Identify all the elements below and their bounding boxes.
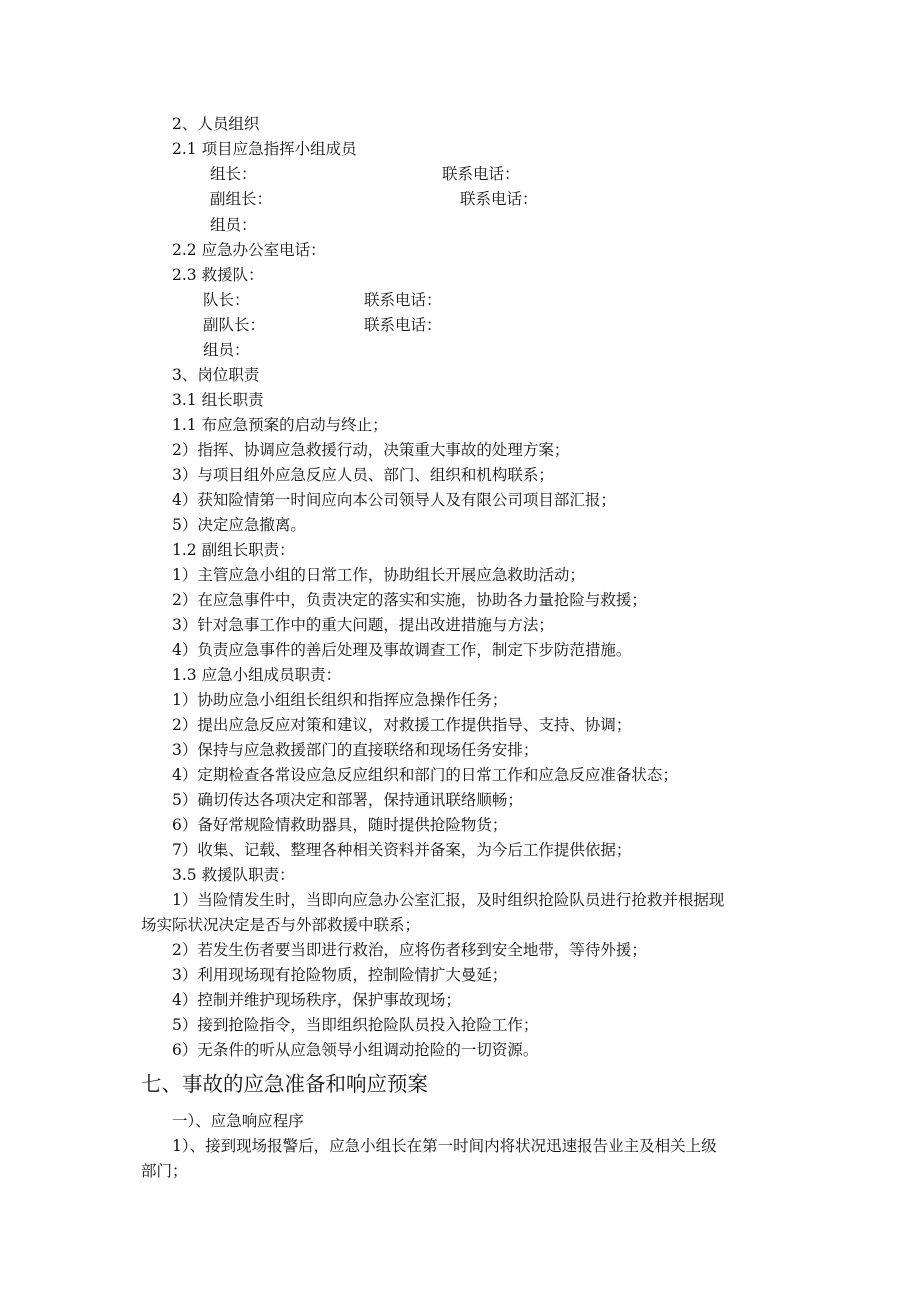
list-item: 6）无条件的听从应急领导小组调动抢险的一切资源。 bbox=[172, 1041, 539, 1059]
list-item: 1）协助应急小组组长组织和指挥应急操作任务； bbox=[172, 691, 508, 709]
subsection-title-1-3: 1.3 应急小组成员职责： bbox=[172, 666, 342, 684]
subsection-title-2-2: 2.2 应急办公室电话： bbox=[172, 241, 326, 259]
list-item-line: 1）当险情发生时，当即向应急办公室汇报，及时组织抢险队员进行抢救并根据现 bbox=[172, 891, 725, 909]
deputy-leader-label: 副组长： bbox=[210, 190, 273, 208]
list-item: 2）指挥、协调应急救援行动，决策重大事故的处理方案； bbox=[172, 441, 570, 459]
list-item: 7）收集、记载、整理各种相关资料并备案，为今后工作提供依据； bbox=[172, 841, 632, 859]
list-item: 5）决定应急撤离。 bbox=[172, 516, 306, 534]
members-label: 组员： bbox=[210, 216, 257, 234]
list-item: 5）确切传达各项决定和部署，保持通讯联络顺畅； bbox=[172, 791, 523, 809]
subsection-title-1-2: 1.2 副组长职责： bbox=[172, 541, 295, 559]
list-item: 2）提出应急反应对策和建议，对救援工作提供指导、支持、协调； bbox=[172, 716, 632, 734]
section-heading-3: 3、岗位职责 bbox=[172, 366, 260, 384]
subsection-title-2-1: 2.1 项目应急指挥小组成员 bbox=[172, 140, 357, 158]
leader-label: 组长： bbox=[210, 165, 257, 183]
list-item: 4）定期检查各常设应急反应组织和部门的日常工作和应急反应准备状态； bbox=[172, 766, 678, 784]
paragraph-line: 1）、接到现场报警后，应急小组长在第一时间内将状况迅速报告业主及相关上级 bbox=[172, 1137, 717, 1155]
list-item: 6）备好常规险情救助器具，随时提供抢险物货； bbox=[172, 816, 508, 834]
list-item: 1）主管应急小组的日常工作，协助组长开展应急救助活动； bbox=[172, 566, 585, 584]
list-item: 4）负责应急事件的善后处理及事故调查工作，制定下步防范措施。 bbox=[172, 641, 632, 659]
list-item: 3）保持与应急救援部门的直接联络和现场任务安排； bbox=[172, 741, 539, 759]
subsection-title-response: 一）、应急响应程序 bbox=[172, 1112, 304, 1130]
deputy-leader-phone-label: 联系电话： bbox=[460, 190, 538, 208]
vice-captain-phone-label: 联系电话： bbox=[364, 316, 442, 334]
list-item: 2）若发生伤者要当即进行救治，应将伤者移到安全地带，等待外援； bbox=[172, 941, 647, 959]
subsection-title-3-1: 3.1 组长职责 bbox=[172, 391, 264, 409]
list-item: 5）接到抢险指令，当即组织抢险队员投入抢险工作； bbox=[172, 1016, 539, 1034]
vice-captain-label: 副队长： bbox=[203, 316, 266, 334]
captain-phone-label: 联系电话： bbox=[364, 291, 442, 309]
leader-phone-label: 联系电话： bbox=[442, 165, 520, 183]
section-heading-2: 2、人员组织 bbox=[172, 115, 260, 133]
subsection-title-2-3: 2.3 救援队： bbox=[172, 266, 264, 284]
list-item: 4）获知险情第一时间应向本公司领导人及有限公司项目部汇报； bbox=[172, 491, 616, 509]
list-item: 3）针对急事工作中的重大问题，提出改进措施与方法； bbox=[172, 616, 554, 634]
list-item-line: 场实际状况决定是否与外部救援中联系； bbox=[141, 916, 421, 934]
subsection-title-1-1: 1.1 布应急预案的启动与终止； bbox=[172, 416, 388, 434]
list-item: 4）控制并维护现场秩序，保护事故现场； bbox=[172, 991, 461, 1009]
list-item: 3）利用现场现有抢险物质，控制险情扩大曼延； bbox=[172, 966, 508, 984]
paragraph-line: 部门； bbox=[141, 1162, 188, 1180]
rescue-members-label: 组员： bbox=[203, 341, 250, 359]
chapter-heading-7: 七、事故的应急准备和响应预案 bbox=[141, 1072, 428, 1096]
captain-label: 队长： bbox=[203, 291, 250, 309]
subsection-title-3-5: 3.5 救援队职责： bbox=[172, 866, 295, 884]
list-item: 2）在应急事件中，负责决定的落实和实施，协助各力量抢险与救援； bbox=[172, 591, 647, 609]
list-item: 3）与项目组外应急反应人员、部门、组织和机构联系； bbox=[172, 466, 554, 484]
